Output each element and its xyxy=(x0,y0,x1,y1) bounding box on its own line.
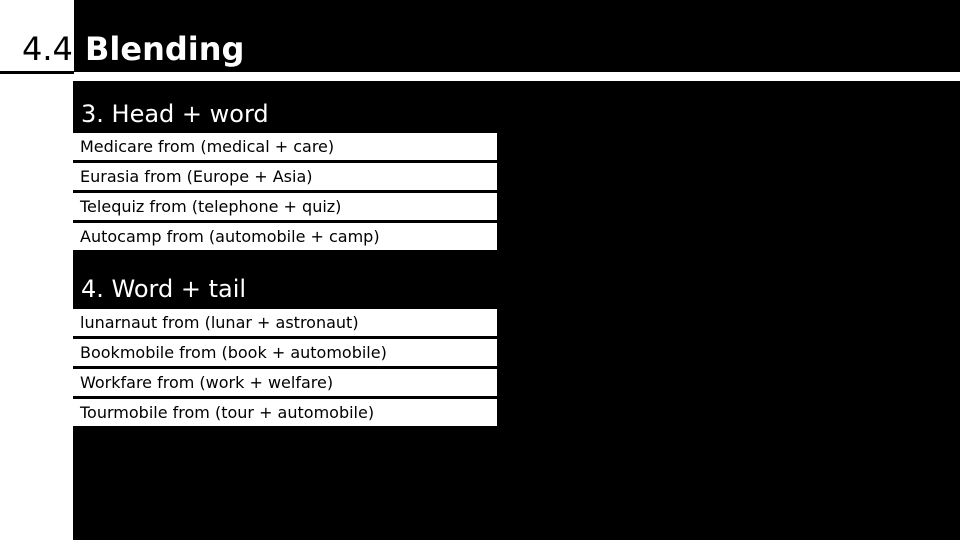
list-item: Medicare from (medical + care) xyxy=(73,133,497,160)
section-number: 4.4 xyxy=(22,30,73,68)
page-title: Blending xyxy=(85,30,245,68)
list-item: Bookmobile from (book + automobile) xyxy=(73,339,497,366)
list-item: Autocamp from (automobile + camp) xyxy=(73,223,497,250)
list-item: Eurasia from (Europe + Asia) xyxy=(73,163,497,190)
list-word-tail xyxy=(73,309,497,426)
list-head-word xyxy=(73,133,497,250)
list-item: lunarnaut from (lunar + astronaut) xyxy=(73,309,497,336)
list-item: Workfare from (work + welfare) xyxy=(73,369,497,396)
list-item: Telequiz from (telephone + quiz) xyxy=(73,193,497,220)
section-heading-word-tail: 4. Word + tail xyxy=(81,275,247,303)
section-heading-head-word: 3. Head + word xyxy=(81,100,269,128)
title-underline xyxy=(0,71,74,74)
list-item: Tourmobile from (tour + automobile) xyxy=(73,399,497,426)
